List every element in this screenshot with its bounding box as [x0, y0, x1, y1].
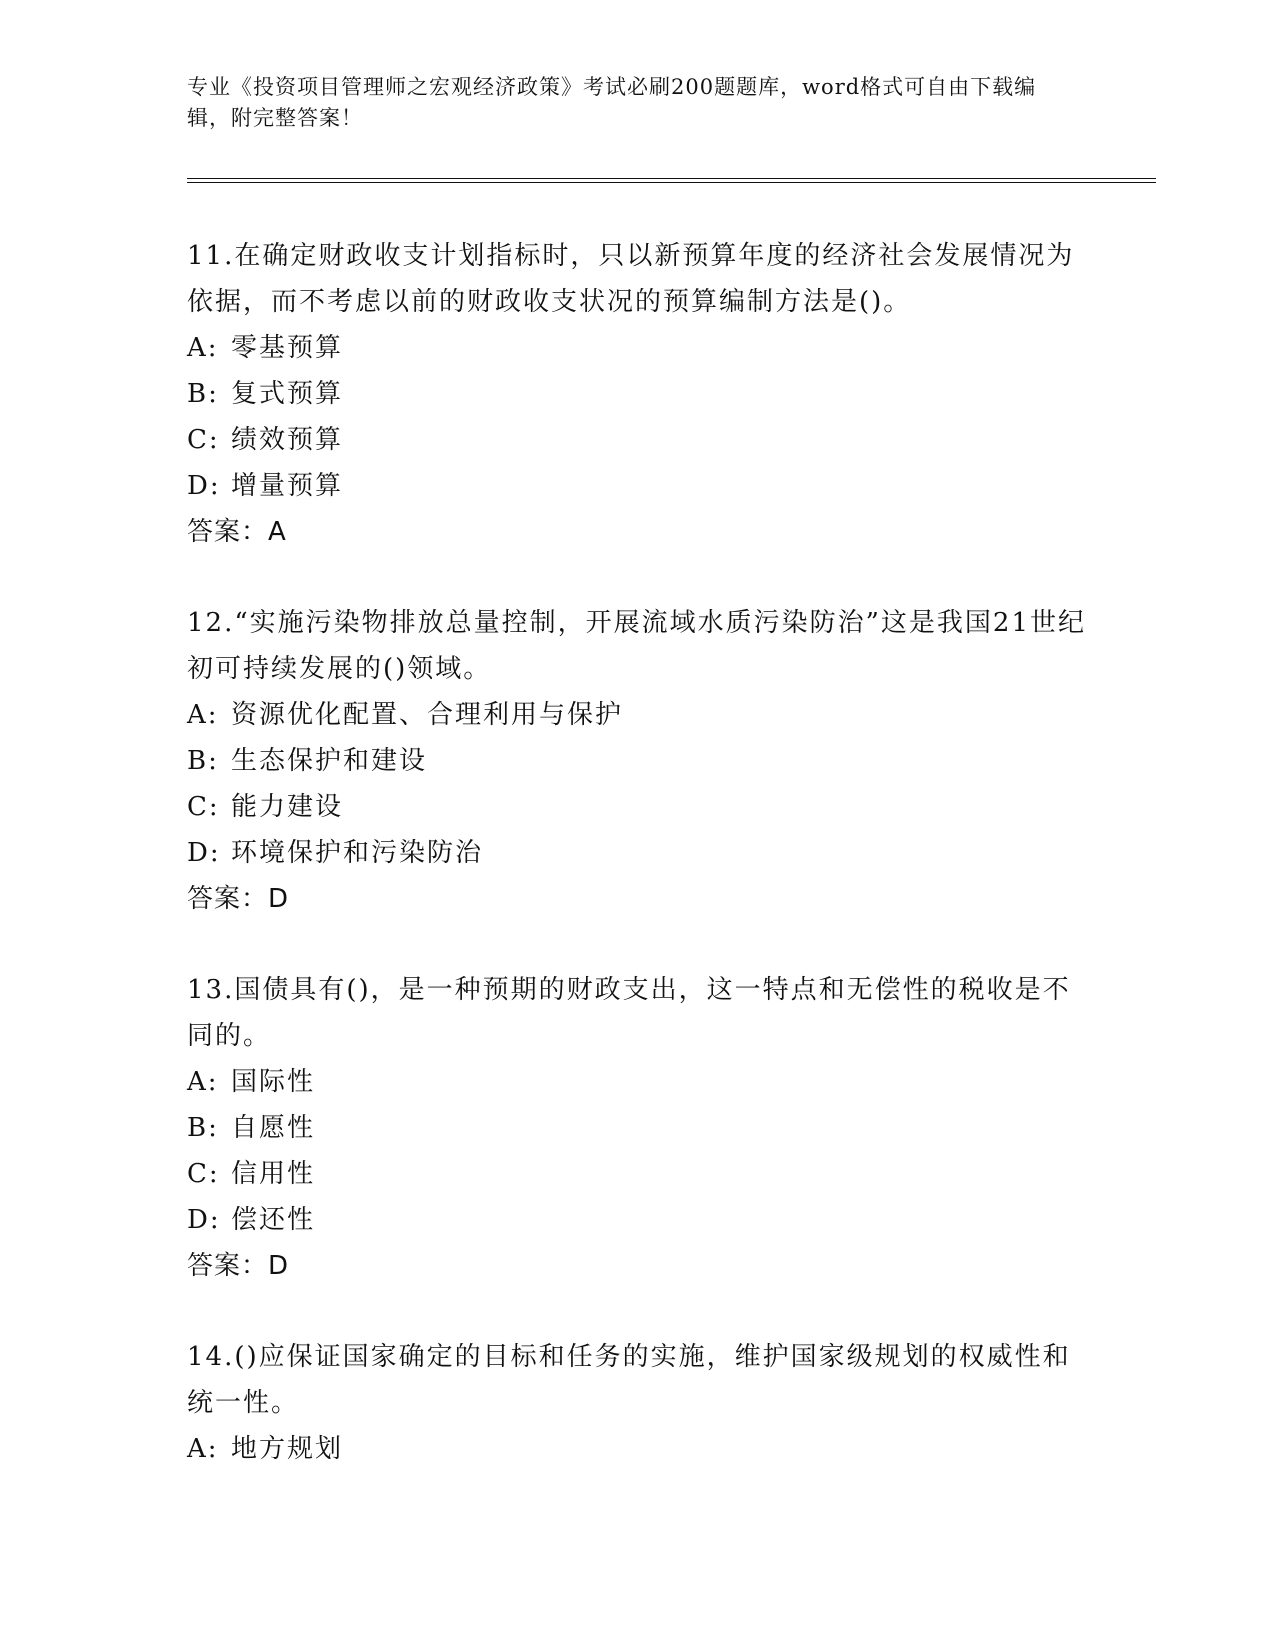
option-c: [187, 784, 1087, 830]
page-header: 专业《投资项目管理师之宏观经济政策》考试必刷200题题库，word格式可自由下载编辑，附完整答案！: [187, 75, 1037, 130]
option-b: [187, 371, 1087, 417]
answer: 答案：D: [187, 1251, 290, 1281]
option-text: 偿还性: [231, 1205, 316, 1235]
option-c: [187, 1151, 1087, 1197]
option-text: 复式预算: [231, 379, 344, 409]
question-list: [187, 233, 1087, 1517]
option-key: D:: [187, 1205, 221, 1235]
option-a: [187, 1426, 1087, 1472]
question-stem: 12.“实施污染物排放总量控制，开展流域水质污染防治”这是我国21世纪初可持续发展的()领域。: [187, 608, 1087, 684]
question-stem: 14.()应保证国家确定的目标和任务的实施，维护国家级规划的权威性和统一性。: [187, 1342, 1071, 1418]
option-key: C:: [187, 1159, 220, 1189]
option-key: C:: [187, 792, 220, 822]
option-a: [187, 692, 1087, 738]
option-d: [187, 1197, 1087, 1243]
option-key: A:: [187, 1434, 219, 1464]
option-b: [187, 1105, 1087, 1151]
option-d: [187, 463, 1087, 509]
question-14: [187, 1334, 1087, 1472]
option-text: 增量预算: [231, 471, 344, 501]
option-b: [187, 738, 1087, 784]
option-text: 零基预算: [231, 333, 344, 363]
option-text: 环境保护和污染防治: [231, 838, 484, 868]
option-text: 地方规划: [231, 1434, 344, 1464]
header-divider: [187, 178, 1156, 183]
option-text: 自愿性: [231, 1113, 316, 1143]
option-text: 能力建设: [231, 792, 344, 822]
option-a: [187, 1059, 1087, 1105]
option-key: C:: [187, 425, 220, 455]
option-key: B:: [187, 379, 219, 409]
answer: 答案：D: [187, 884, 290, 914]
question-13: [187, 967, 1087, 1289]
option-key: D:: [187, 838, 221, 868]
answer: 答案：A: [187, 517, 287, 547]
option-d: [187, 830, 1087, 876]
question-11: [187, 233, 1087, 555]
option-text: 生态保护和建设: [231, 746, 428, 776]
option-a: [187, 325, 1087, 371]
option-key: B:: [187, 746, 219, 776]
option-text: 国际性: [231, 1067, 316, 1097]
option-text: 资源优化配置、合理利用与保护: [231, 700, 624, 730]
option-key: A:: [187, 1067, 219, 1097]
option-key: A:: [187, 700, 219, 730]
option-key: B:: [187, 1113, 219, 1143]
option-text: 绩效预算: [231, 425, 344, 455]
question-stem: 11.在确定财政收支计划指标时，只以新预算年度的经济社会发展情况为依据，而不考虑以前的财政收支状况的预算编制方法是()。: [187, 241, 1075, 317]
option-key: A:: [187, 333, 219, 363]
question-stem: 13.国债具有()，是一种预期的财政支出，这一特点和无偿性的税收是不同的。: [187, 975, 1071, 1051]
option-c: [187, 417, 1087, 463]
question-12: [187, 600, 1087, 922]
option-text: 信用性: [231, 1159, 316, 1189]
option-key: D:: [187, 471, 221, 501]
